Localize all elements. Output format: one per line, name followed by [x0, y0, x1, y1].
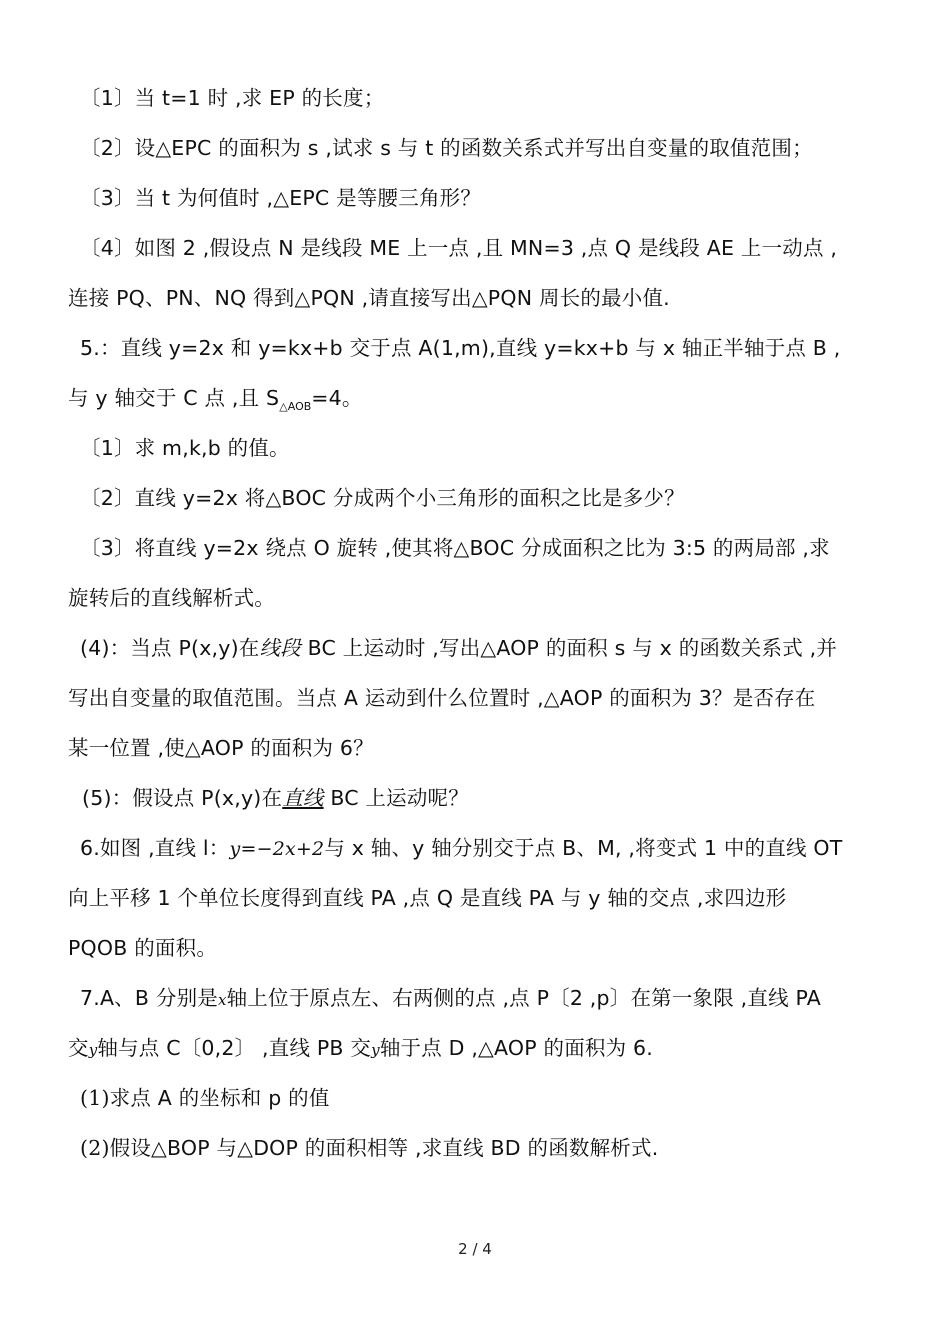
q7-line1: 7.A、B 分别是x轴上位于原点左、右两侧的点 ,点 P〔2 ,p〕在第一象限 ,直线 PA: [80, 986, 821, 1010]
q5-part4-line3: 某一位置 ,使△AOP 的面积为 6？: [68, 736, 374, 760]
q7-line2: 交y轴与点 C〔0,2〕 ,直线 PB 交y轴于点 D ,△AOP 的面积为 6.: [68, 1036, 653, 1060]
q4-part2: 〔2〕设△EPC 的面积为 s ,试求 s 与 t 的函数关系式并写出自变量的取值范围；: [80, 136, 813, 160]
q5-part3-line1: 〔3〕将直线 y=2x 绕点 O 旋转 ,使其将△BOC 分成面积之比为 3:5 的两局部 ,求: [80, 536, 830, 560]
q6-formula: y=−2x+2: [229, 838, 325, 860]
q6-line1: 6.如图 ,直线 l：y=−2x+2与 x 轴、y 轴分别交于点 B、M, ,将变式 1 中的直线 OT: [80, 836, 843, 860]
q7-part2: (2)假设△BOP 与△DOP 的面积相等 ,求直线 BD 的函数解析式.: [80, 1136, 659, 1160]
q4-part4-line2: 连接 PQ、PN、NQ 得到△PQN ,请直接写出△PQN 周长的最小值.: [68, 286, 670, 310]
q5-part4-line2: 写出自变量的取值范围。当点 A 运动到什么位置时 ,△AOP 的面积为 3？是否存在: [68, 686, 816, 710]
q5-stem-line1: 5.：直线 y=2x 和 y=kx+b 交于点 A(1,m),直线 y=kx+b 与 x 轴正半轴于点 B ,: [80, 336, 841, 360]
q6-line2: 向上平移 1 个单位长度得到直线 PA ,点 Q 是直线 PA 与 y 轴的交点 ,求四边形: [68, 886, 787, 910]
q5-part2: 〔2〕直线 y=2x 将△BOC 分成两个小三角形的面积之比是多少？: [80, 486, 685, 510]
q5-part4-line1: (4)：当点 P(x,y)在线段 BC 上运动时 ,写出△AOP 的面积 s 与 x 的函数关系式 ,并: [80, 636, 838, 660]
q4-part3: 〔3〕当 t 为何值时 ,△EPC 是等腰三角形？: [80, 186, 482, 210]
q7-part1: (1)求点 A 的坐标和 p 的值: [80, 1086, 330, 1110]
q4-part4-line1: 〔4〕如图 2 ,假设点 N 是线段 ME 上一点 ,且 MN=3 ,点 Q 是线段 AE 上一动点 ,: [80, 236, 838, 260]
q6-line3: PQOB 的面积。: [68, 936, 218, 960]
q5-stem-line2: 与 y 轴交于 C 点 ,且 $S_{\triangle AOB}=4$。: [68, 386, 363, 413]
q5-part5: (5)：假设点 P(x,y)在直线 BC 上运动呢？: [82, 786, 469, 810]
q5-part3-line2: 旋转后的直线解析式。: [68, 586, 275, 610]
q5-part1: 〔1〕求 m,k,b 的值。: [80, 436, 290, 460]
area-subscript: △AOB: [279, 400, 312, 413]
page-number: 2 / 4: [458, 1240, 492, 1258]
q4-part1: 〔1〕当 t=1 时 ,求 EP 的长度；: [80, 86, 385, 110]
